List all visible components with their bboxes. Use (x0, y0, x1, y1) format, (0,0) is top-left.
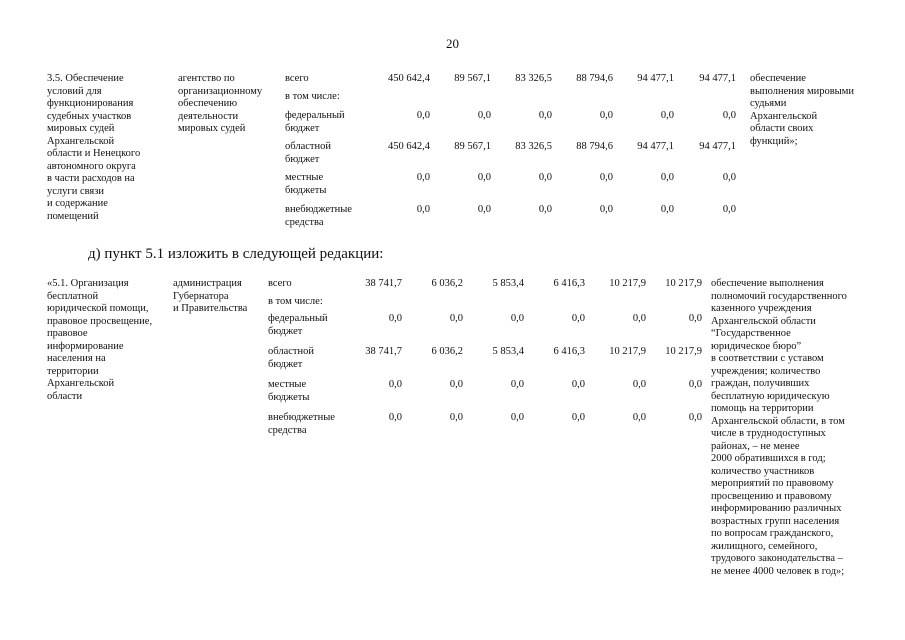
table-3-5-value-cell: 0,0 (416, 110, 430, 121)
table-5-1-value-cell: 38 741,7 (365, 278, 402, 289)
table-3-5-value-cell: 0,0 (416, 172, 430, 183)
table-3-5-value-cell: 0,0 (722, 110, 736, 121)
table-5-1-value-cell: 6 416,3 (553, 346, 585, 357)
table-5-1-value-cell: 0,0 (688, 313, 702, 324)
table-5-1-value-cell: 5 853,4 (492, 346, 524, 357)
table-3-5-value-cell: 94 477,1 (699, 141, 736, 152)
table-5-1-value-cell: 0,0 (510, 412, 524, 423)
table-3-5-row-label: областной бюджет (285, 141, 331, 165)
table-5-1-value-cell: 0,0 (449, 379, 463, 390)
table-3-5-value-cell: 0,0 (660, 204, 674, 215)
table-3-5-row-label: федеральный бюджет (285, 110, 345, 134)
table-3-5-value-cell: 0,0 (599, 110, 613, 121)
table-3-5-value-cell: 94 477,1 (637, 141, 674, 152)
table-5-1-value-cell: 0,0 (571, 313, 585, 324)
table-3-5-value-cell: 0,0 (538, 110, 552, 121)
table-3-5-value-cell: 94 477,1 (637, 73, 674, 84)
table-5-1-value-cell: 0,0 (571, 412, 585, 423)
table-5-1-value-cell: 10 217,9 (665, 346, 702, 357)
table-3-5-value-cell: 0,0 (538, 172, 552, 183)
table-3-5-row-label: всего (285, 73, 309, 84)
section-heading: д) пункт 5.1 изложить в следующей редакции: (88, 246, 384, 262)
table-5-1-value-cell: 0,0 (688, 379, 702, 390)
table-3-5-value-cell: 89 567,1 (454, 141, 491, 152)
table-3-5-value-cell: 83 326,5 (515, 141, 552, 152)
result-3-5: обеспечение выполнения мировыми судьями Архангельской области своих функций»; (750, 73, 854, 147)
table-3-5-value-cell: 0,0 (599, 204, 613, 215)
table-5-1-row-label: федеральный бюджет (268, 313, 328, 337)
table-3-5-value-cell: 88 794,6 (576, 141, 613, 152)
table-5-1-value-cell: 0,0 (571, 379, 585, 390)
table-5-1-value-cell: 0,0 (388, 412, 402, 423)
executor-3-5: агентство по организационному обеспечению деятельности мировых судей (178, 73, 263, 134)
measure-5-1: «5.1. Организация бесплатной юридической помощи, правовое просвещение, правовое информирование населения на территории Архангельской области (47, 278, 153, 402)
table-5-1-value-cell: 6 036,2 (431, 346, 463, 357)
table-3-5-value-cell: 89 567,1 (454, 73, 491, 84)
table-5-1-value-cell: 10 217,9 (609, 278, 646, 289)
table-3-5-value-cell: 0,0 (416, 204, 430, 215)
table-5-1-value-cell: 0,0 (632, 412, 646, 423)
table-3-5-value-cell: 0,0 (722, 172, 736, 183)
result-5-1: обеспечение выполнения полномочий государственного казенного учреждения Архангельской области “Государственное юридическое бюро” в соответствии с уставом учреждения; количество граждан, получивших бесплатную юридическую помощь на территории Архангельской области, в том числе в труднодоступных районах, – не менее 2000 обратившихся в год; количество участников мероприятий по правовому просвещению и правовому информированию различных возрастных групп населения по вопросам гражданского, жилищного, семейного, трудового законодательства – не менее 4000 человек в год»; (711, 278, 847, 577)
page-number: 20 (446, 36, 459, 51)
table-3-5-value-cell: 0,0 (722, 204, 736, 215)
table-5-1-value-cell: 6 036,2 (431, 278, 463, 289)
table-5-1-value-cell: 0,0 (510, 313, 524, 324)
table-5-1-value-cell: 6 416,3 (553, 278, 585, 289)
table-5-1-value-cell: 0,0 (449, 412, 463, 423)
table-3-5-value-cell: 0,0 (660, 110, 674, 121)
executor-5-1: администрация Губернатора и Правительства (173, 278, 248, 314)
table-5-1-value-cell: 0,0 (388, 379, 402, 390)
table-3-5-value-cell: 88 794,6 (576, 73, 613, 84)
table-5-1-value-cell: 0,0 (632, 313, 646, 324)
table-5-1-row-label: в том числе: (268, 296, 323, 307)
table-5-1-value-cell: 38 741,7 (365, 346, 402, 357)
table-5-1-value-cell: 10 217,9 (665, 278, 702, 289)
table-5-1-row-label: областной бюджет (268, 346, 314, 370)
table-5-1-row-label: внебюджетные средства (268, 412, 335, 436)
table-5-1-value-cell: 0,0 (449, 313, 463, 324)
table-3-5-value-cell: 0,0 (660, 172, 674, 183)
table-5-1-value-cell: 0,0 (510, 379, 524, 390)
measure-3-5: 3.5. Обеспечение условий для функционирования судебных участков мировых судей Архангельской области и Ненецкого автономного округа в части расходов на услуги связи и содержание помещений (47, 73, 141, 222)
table-3-5-value-cell: 0,0 (477, 110, 491, 121)
table-3-5-value-cell: 0,0 (538, 204, 552, 215)
table-3-5-value-cell: 94 477,1 (699, 73, 736, 84)
table-5-1-row-label: всего (268, 278, 292, 289)
table-3-5-row-label: внебюджетные средства (285, 204, 352, 228)
table-3-5-value-cell: 450 642,4 (388, 141, 430, 152)
table-3-5-value-cell: 0,0 (477, 204, 491, 215)
table-5-1-row-label: местные бюджеты (268, 379, 310, 403)
table-3-5-value-cell: 0,0 (599, 172, 613, 183)
table-3-5-value-cell: 0,0 (477, 172, 491, 183)
table-3-5-value-cell: 450 642,4 (388, 73, 430, 84)
table-3-5-row-label: местные бюджеты (285, 172, 327, 196)
table-5-1-value-cell: 0,0 (632, 379, 646, 390)
table-3-5-value-cell: 83 326,5 (515, 73, 552, 84)
table-3-5-row-label: в том числе: (285, 91, 340, 102)
table-5-1-value-cell: 5 853,4 (492, 278, 524, 289)
table-5-1-value-cell: 0,0 (688, 412, 702, 423)
table-5-1-value-cell: 10 217,9 (609, 346, 646, 357)
table-5-1-value-cell: 0,0 (388, 313, 402, 324)
